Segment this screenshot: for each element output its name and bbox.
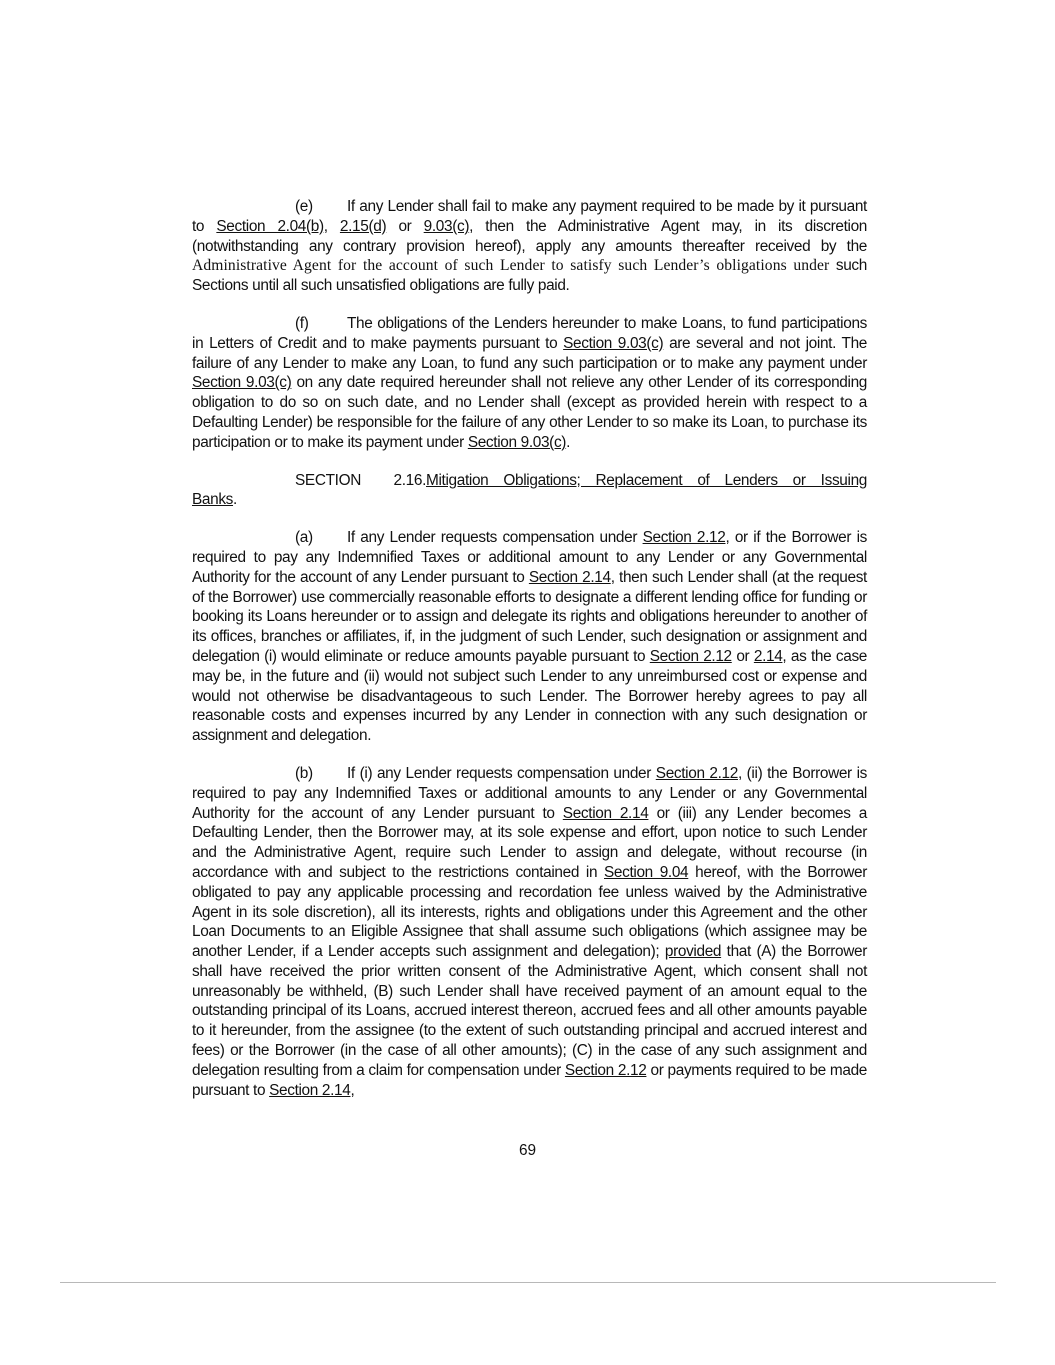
text-run: are several and not joint. The failure of any Lender to make any Loan, to fund any such participation or to make any payment under [192, 334, 867, 372]
text-run: or [386, 217, 424, 235]
section-reference: 2.14 [753, 647, 783, 665]
section-reference: Section 9.03(c) [192, 374, 292, 392]
section-heading-continuation [192, 490, 867, 510]
paragraph-f [192, 314, 867, 453]
document-body [192, 197, 867, 1118]
section-number: SECTION 2.16. [295, 471, 426, 489]
section-reference: Section 2.12 [649, 647, 732, 665]
paragraph-label: (a) [295, 529, 313, 547]
paragraph-label: (f) [295, 314, 309, 332]
page-number: 69 [518, 1142, 537, 1159]
section-reference: Section 2.04(b) [216, 217, 324, 235]
section-reference: Section 2.12 [655, 764, 738, 782]
text-run: , as the case may be, in the future and (ii) would not subject such Lender to any unreimbursed cost or expense and would not otherwise be disadvantageous to such Lender. The Borrower hereby agrees to pay all reasonable costs and expenses incurred by any Lender in connection with any such designation or assignment and delegation. [192, 647, 868, 745]
section-reference: 9.03(c) [423, 217, 470, 235]
text-run: on any date required hereunder shall not relieve any other Lender of its corresponding obligation to do so on such date, and no Lender shall (except as provided herein with respect to a Defaulting Lender) be responsible for the failure of any other Lender to so make its Loan, to purchase its participation or to make its payment under [192, 374, 868, 451]
text-run: that (A) the Borrower shall have received the prior written consent of the Administrative Agent, which consent shall not unreasonably be withheld, (B) such Lender shall have received payment of an amount equal to the outstanding principal of its Loans, accrued interest thereon, accrued fees and all other amounts payable to it hereunder, from the assignee (to the extent of such outstanding principal and accrued interest and fees) or the Borrower (in the case of all other amounts); (C) in the case of any such assignment and delegation resulting from a claim for compensation under [192, 943, 868, 1079]
text-run: , [350, 1081, 355, 1099]
text-run: , or if the Borrower is required to pay any Indemnified Taxes or additional amount to any Lender or any Governmental Authority for the account of any Lender pursuant to [192, 529, 867, 586]
section-title: Mitigation Obligations; Replacement of Lenders or Issuing [426, 471, 867, 489]
section-title-continued: Banks [192, 491, 234, 509]
section-reference: Section 2.14 [269, 1081, 351, 1099]
paragraph-b [192, 764, 867, 1101]
text-run: , then the Administrative Agent may, in its discretion (notwithstanding any contrary provision hereof), apply any amounts thereafter received by the [192, 217, 867, 255]
paragraph-label: (e) [295, 198, 313, 215]
section-reference: Section 9.03(c) [563, 334, 664, 352]
section-reference: Section 9.03(c) [467, 433, 567, 451]
text-run: . [566, 433, 571, 451]
paragraph-e [192, 197, 867, 296]
section-reference: Section 9.04 [604, 863, 689, 881]
text-run: , then such Lender shall (at the request of the Borrower) use commercially reasonable efforts to designate a different lending office for funding or booking its Loans hereunder or to assign and delegate its rights and obligations hereunder to another of its offices, branches or affiliates, if, in the judgment of such Lender, such designation or assignment and delegation (i) would eliminate or reduce amounts payable pursuant to [192, 568, 867, 665]
section-reference: Section 2.12 [642, 529, 726, 547]
text-run: If any Lender requests compensation under [347, 529, 643, 547]
section-heading [192, 471, 867, 491]
page-divider [60, 1282, 996, 1283]
section-reference: Section 2.14 [562, 804, 649, 822]
proviso-term: provided [664, 943, 722, 961]
text-run: hereof, with the Borrower obligated to pay any applicable processing and recordation fee unless waived by the Administrative Agent in its sole discretion), all its interests, rights and obligations under this Agreement and the other Loan Documents to an Eligible Assignee that shall assume such obligations (which assignee may be another Lender, if a Lender accepts such assignment and delegation); [192, 863, 868, 961]
text-run: or payments required to be made pursuant to [192, 1061, 867, 1099]
text-run: such Sections until all such unsatisfied obligations are fully paid. [192, 257, 867, 295]
text-run: If any Lender shall fail to make any payment required to be made by it pursuant to [192, 198, 867, 235]
text-run: , (ii) the Borrower is required to pay any Indemnified Taxes or additional amounts to any Lender or any Governmental Authority for the account of any Lender pursuant to [192, 764, 867, 822]
text-run: . [233, 491, 237, 509]
section-reference: 2.15(d) [339, 217, 387, 235]
paragraph-a [192, 528, 867, 746]
text-run: or [731, 647, 754, 665]
text-run: , [323, 217, 340, 235]
text-run: Administrative Agent for the account of such Lender to satisfy such Lender’s obligations under [192, 257, 830, 275]
section-reference: Section 2.12 [564, 1061, 647, 1079]
section-reference: Section 2.14 [528, 568, 611, 586]
paragraph-label: (b) [295, 764, 313, 782]
text-run: If (i) any Lender requests compensation under [347, 764, 656, 782]
text-run: or (iii) any Lender becomes a Defaulting Lender, then the Borrower may, at its sole expense and effort, upon notice to such Lender and the Administrative Agent, require such Lender to assign and delegate, without recourse (in accordance with and subject to the restrictions contained in [192, 804, 867, 881]
text-run: The obligations of the Lenders hereunder to make Loans, to fund participations in Letters of Credit and to make payments pursuant to [192, 314, 867, 352]
